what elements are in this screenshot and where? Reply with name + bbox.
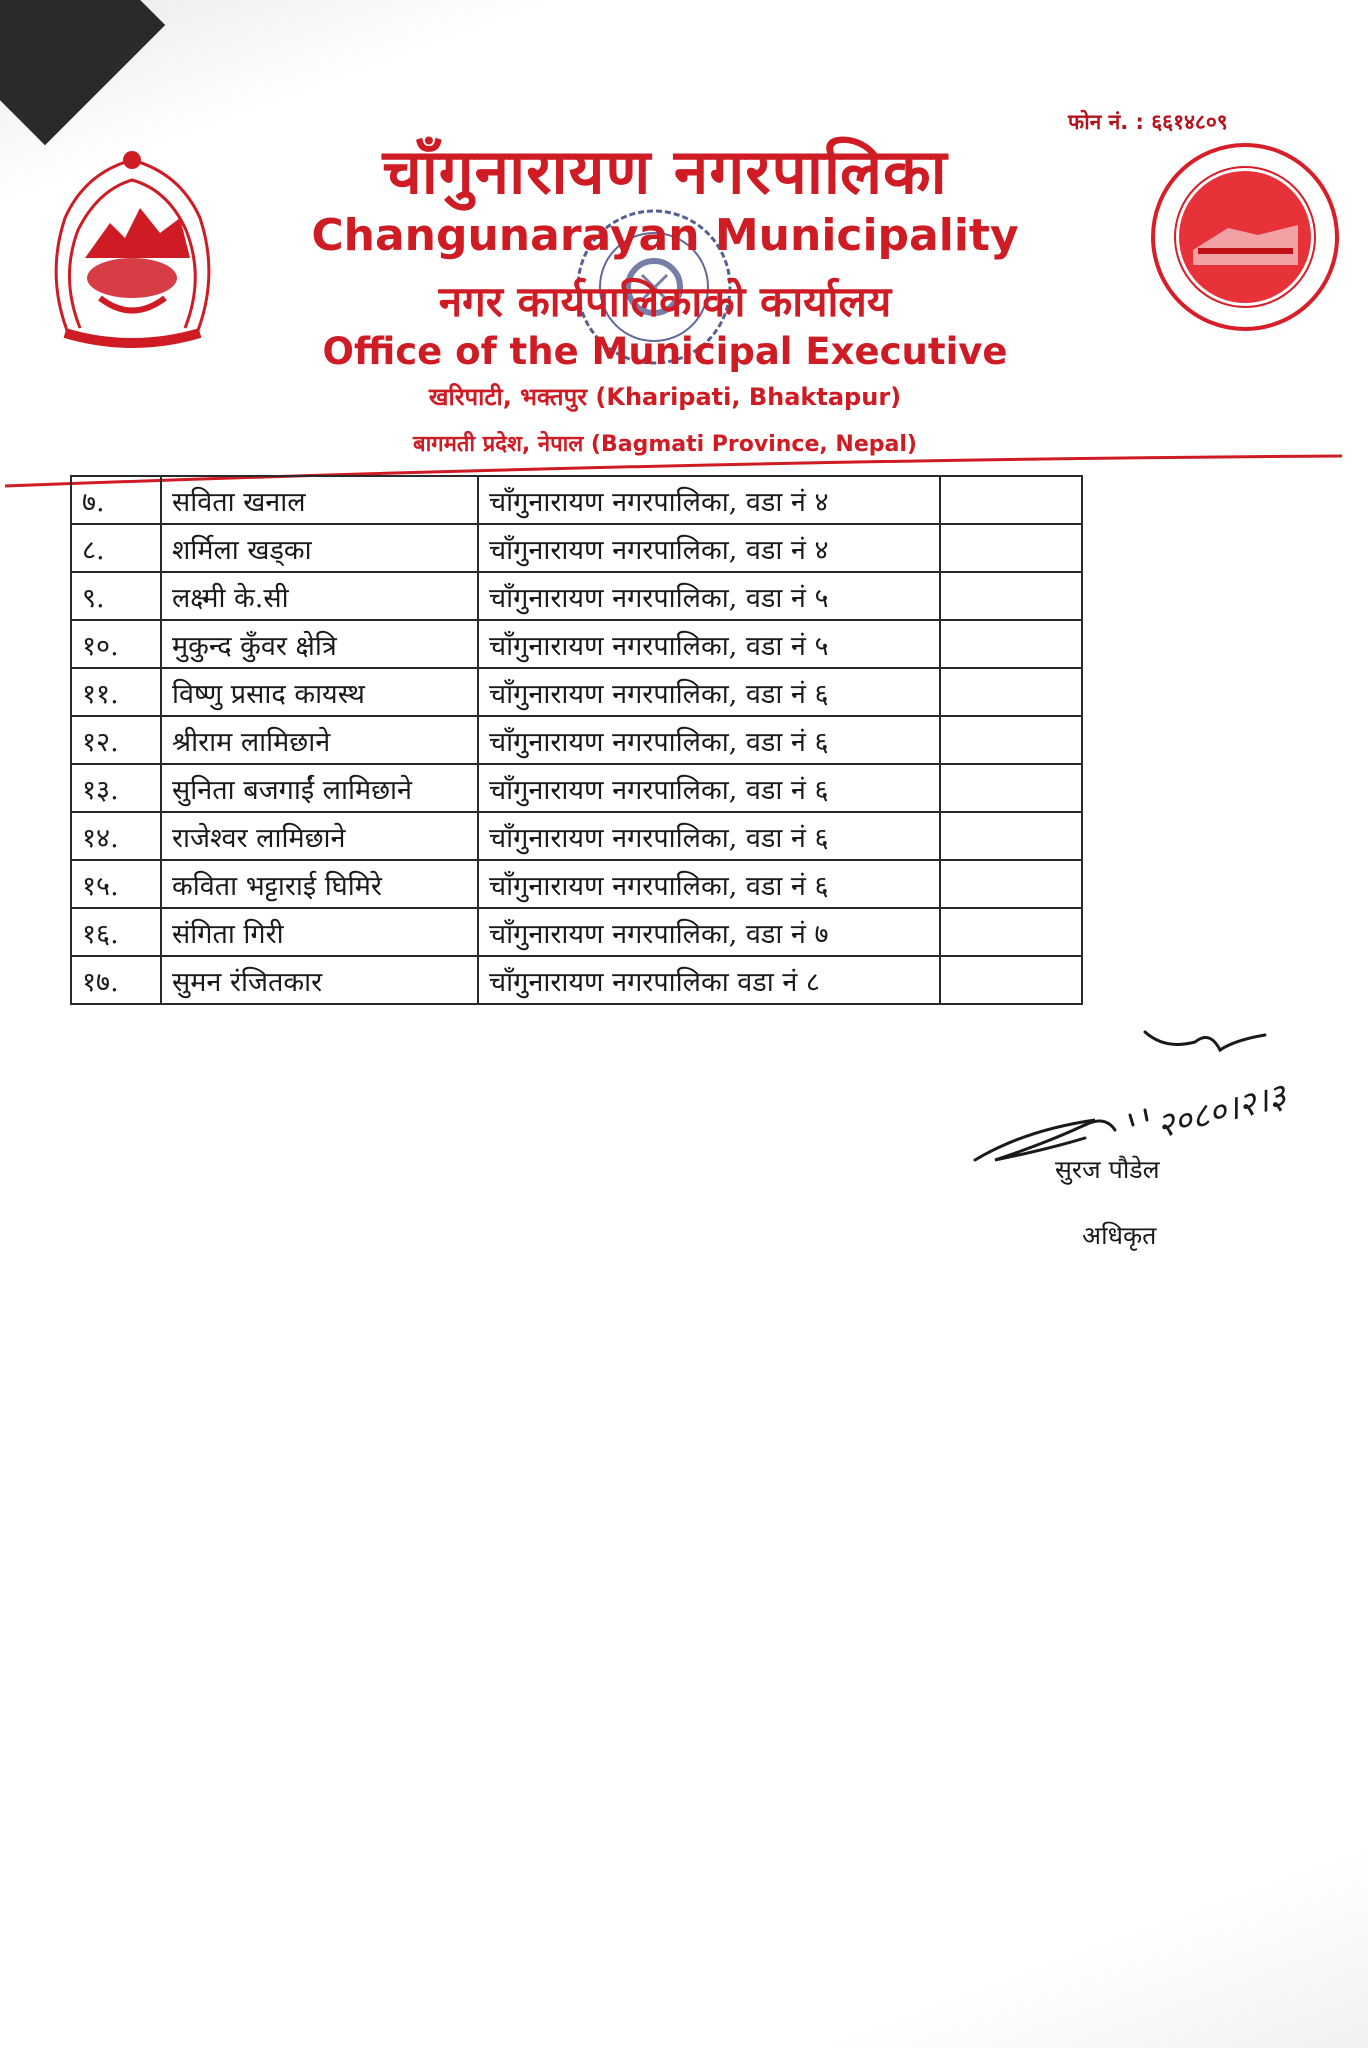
table-row — [71, 860, 1082, 908]
table-row — [71, 764, 1082, 812]
remarks-cell — [940, 668, 1082, 716]
serial-number: १५. — [71, 860, 161, 908]
title-nepali: चाँगुनारायण नगरपालिका — [382, 135, 948, 208]
member-name: सविता खनाल — [161, 476, 478, 524]
remarks-cell — [940, 860, 1082, 908]
table-row — [71, 524, 1082, 572]
handwritten-signature — [965, 1020, 1365, 1190]
table-row — [71, 956, 1082, 1004]
remarks-cell — [940, 620, 1082, 668]
member-address: चाँगुनारायण नगरपालिका, वडा नं ६ — [478, 716, 940, 764]
serial-number: १२. — [71, 716, 161, 764]
table-row — [71, 812, 1082, 860]
remarks-cell — [940, 716, 1082, 764]
address-line: खरिपाटी, भक्तपुर (Kharipati, Bhaktapur) — [428, 383, 902, 411]
member-name: विष्णु प्रसाद कायस्थ — [161, 668, 478, 716]
table-row — [71, 908, 1082, 956]
member-name: संगिता गिरी — [161, 908, 478, 956]
serial-number: १०. — [71, 620, 161, 668]
remarks-cell — [940, 908, 1082, 956]
member-address: चाँगुनारायण नगरपालिका, वडा नं ४ — [478, 476, 940, 524]
remarks-cell — [940, 956, 1082, 1004]
signer-designation: अधिकृत — [1082, 1221, 1157, 1250]
phone-number: फोन नं. : ६६१४८०९ — [1068, 110, 1228, 134]
member-address: चाँगुनारायण नगरपालिका, वडा नं ५ — [478, 572, 940, 620]
member-address: चाँगुनारायण नगरपालिका, वडा नं ७ — [478, 908, 940, 956]
serial-number: ७. — [71, 476, 161, 524]
serial-number: १४. — [71, 812, 161, 860]
member-name: राजेश्वर लामिछाने — [161, 812, 478, 860]
member-address: चाँगुनारायण नगरपालिका, वडा नं ६ — [478, 812, 940, 860]
member-name: सुनिता बजगाईं लामिछाने — [161, 764, 478, 812]
member-name: सुमन रंजितकार — [161, 956, 478, 1004]
remarks-cell — [940, 524, 1082, 572]
table-row — [71, 620, 1082, 668]
member-address: चाँगुनारायण नगरपालिका, वडा नं ६ — [478, 764, 940, 812]
nepal-emblem-icon — [40, 138, 225, 348]
serial-number: १६. — [71, 908, 161, 956]
table-row — [71, 716, 1082, 764]
member-name: श्रीराम लामिछाने — [161, 716, 478, 764]
serial-number: १७. — [71, 956, 161, 1004]
serial-number: ८. — [71, 524, 161, 572]
member-address: चाँगुनारायण नगरपालिका, वडा नं ६ — [478, 860, 940, 908]
remarks-cell — [940, 476, 1082, 524]
signer-name: सुरज पौडेल — [1055, 1155, 1160, 1184]
member-address: चाँगुनारायण नगरपालिका वडा नं ८ — [478, 956, 940, 1004]
province-line: बागमती प्रदेश, नेपाल (Bagmati Province, Nepal) — [413, 432, 917, 457]
member-name: कविता भट्टाराई घिमिरे — [161, 860, 478, 908]
remarks-cell — [940, 572, 1082, 620]
table-row — [71, 572, 1082, 620]
title-english: Changunarayan Municipality — [311, 210, 1019, 261]
member-table — [70, 475, 1083, 1005]
remarks-cell — [940, 812, 1082, 860]
signature-date: २०८०।२।३ — [1152, 1076, 1291, 1147]
serial-number: ११. — [71, 668, 161, 716]
member-address: चाँगुनारायण नगरपालिका, वडा नं ५ — [478, 620, 940, 668]
member-address: चाँगुनारायण नगरपालिका, वडा नं ६ — [478, 668, 940, 716]
member-name: मुकुन्द कुँवर क्षेत्रि — [161, 620, 478, 668]
table-row — [71, 476, 1082, 524]
member-name: शर्मिला खड्का — [161, 524, 478, 572]
remarks-cell — [940, 764, 1082, 812]
serial-number: ९. — [71, 572, 161, 620]
serial-number: १३. — [71, 764, 161, 812]
member-address: चाँगुनारायण नगरपालिका, वडा नं ४ — [478, 524, 940, 572]
municipality-seal-icon — [1148, 140, 1343, 335]
member-name: लक्ष्मी के.सी — [161, 572, 478, 620]
table-row — [71, 668, 1082, 716]
office-english: Office of the Municipal Executive — [322, 330, 1008, 373]
office-nepali: नगर कार्यपालिकाको कार्यालय — [438, 277, 892, 326]
